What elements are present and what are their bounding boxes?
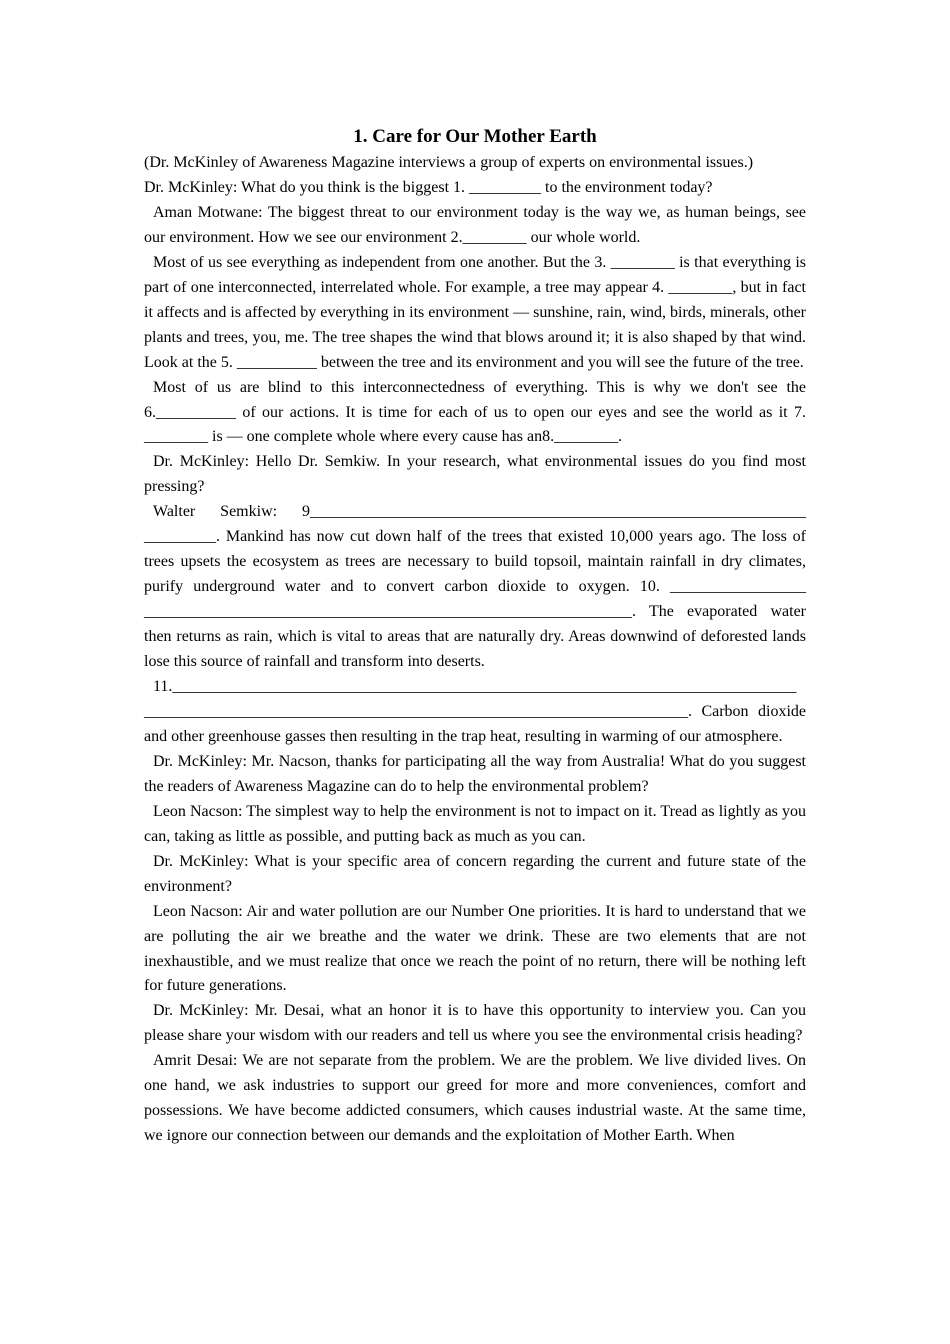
answer-paragraph: Leon Nacson: The simplest way to help the environment is not to impact on it. Tread as lightly as you can, taking as little as possible, and putting back as much as you can. [144,802,806,845]
answer-paragraph: Aman Motwane: The biggest threat to our environment today is the way we, as human beings, see our environment. How we see our environment 2.________ our whole world. [144,203,806,246]
document-page [144,124,806,1149]
question-paragraph: Dr. McKinley: Mr. Desai, what an honor it is to have this opportunity to interview you. Can you please share your wisdom with our readers and tell us where you see the environmental crisis heading? [144,1002,806,1045]
question-paragraph: Dr. McKinley: What is your specific area of concern regarding the current and future state of the environment? [144,852,806,895]
question-paragraph: Dr. McKinley: Hello Dr. Semkiw. In your research, what environmental issues do you find most pressing? [144,453,806,496]
answer-paragraph: Most of us are blind to this interconnectedness of everything. This is why we don't see the 6.__________ of our actions. It is time for each of us to open our eyes and see the world as it 7. ________ is — one complete whole where every cause has an8.________. [144,378,806,446]
answer-paragraph: Walter Semkiw: 9______________________________________________________________ _________. Mankind has now cut down half of the trees that existed 10,000 years ago. The loss of trees upsets the ecosystem as trees are necessary to build topsoil, maintain rainfall in dry climates, purify underground water and to convert carbon dioxide to oxygen. 10. _________________ _____________________________________________________________. The evaporated water then returns as rain, which is vital to areas that are naturally dry. Areas downwind of deforested lands lose this source of rainfall and transform into deserts. [144,503,806,671]
question-paragraph: Dr. McKinley: Mr. Nacson, thanks for participating all the way from Australia! What do you suggest the readers of Awareness Magazine can do to help the environmental problem? [144,752,806,795]
answer-paragraph: 11.______________________________________________________________________________ ____________________________________________________________________. Carbon dioxide and other greenhouse gasses then resulting in the trap heat, resulting in warming of our atmosphere. [144,678,806,745]
document-title: 1. Care for Our Mother Earth [353,126,597,147]
answer-paragraph: Most of us see everything as independent from one another. But the 3. ________ is that everything is part of one interconnected, interrelated whole. For example, a tree may appear 4. ________, but in fact it affects and is affected by everything in its environment — sunshine, rain, wind, birds, minerals, other plants and trees, you, me. The tree shapes the wind that blows around it; it is also shaped by that wind. Look at the 5. __________ between the tree and its environment and you will see the future of the tree. [144,253,806,371]
answer-paragraph: Leon Nacson: Air and water pollution are our Number One priorities. It is hard to understand that we are polluting the air we breathe and the water we drink. These are two elements that are not inexhaustible, and we must realize that once we reach the point of no return, there will be nothing left for future generations. [144,902,806,995]
question-paragraph: Dr. McKinley: What do you think is the biggest 1. _________ to the environment today? [144,178,713,196]
answer-paragraph: Amrit Desai: We are not separate from the problem. We are the problem. We live divided lives. On one hand, we ask industries to support our greed for more and more conveniences, comfort and possessions. We have become addicted consumers, which causes industrial waste. At the same time, we ignore our connection between our demands and the exploitation of Mother Earth. When [144,1052,806,1145]
intro-note: (Dr. McKinley of Awareness Magazine interviews a group of experts on environmental issues.) [144,154,754,171]
